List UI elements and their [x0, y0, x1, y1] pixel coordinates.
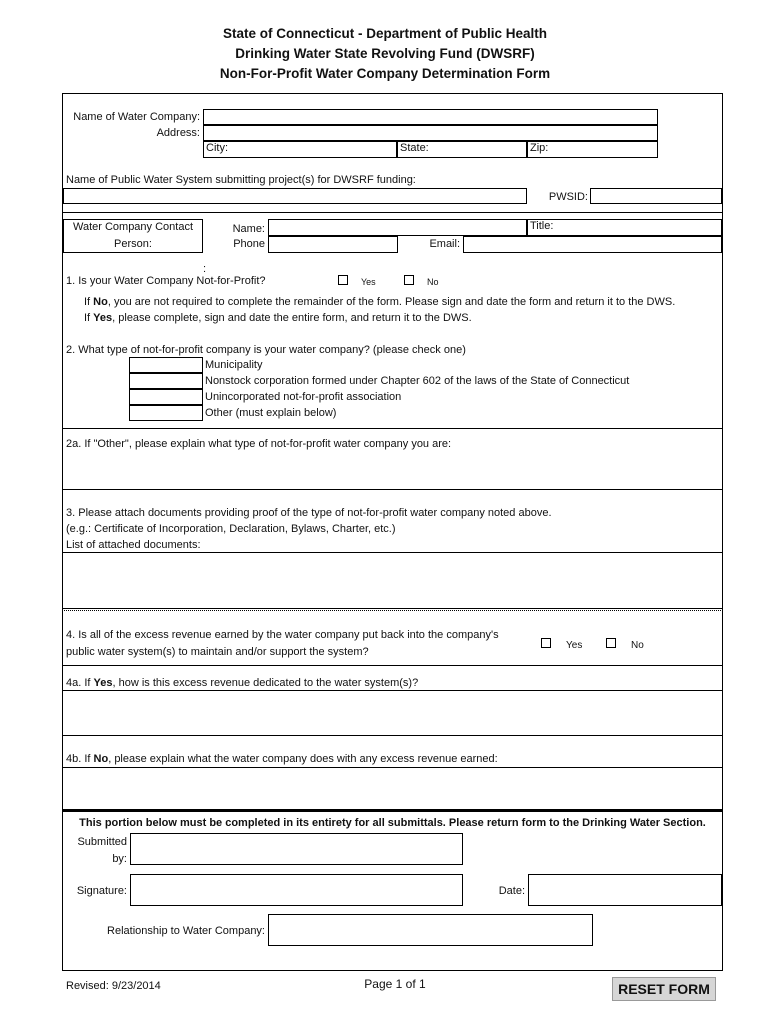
city-label: City: — [206, 142, 228, 154]
contact-name-field[interactable] — [268, 219, 527, 236]
q1-if-no-text — [84, 296, 675, 309]
q2-option-checkbox[interactable] — [129, 405, 203, 421]
q4-yes-checkbox[interactable] — [541, 638, 551, 648]
zip-label: Zip: — [530, 142, 549, 154]
q4a-question — [66, 677, 418, 690]
contact-phone-label: Phone — [233, 238, 265, 250]
form-title-line3: Non-For-Profit Water Company Determination Form — [219, 66, 551, 81]
q4b-rest: , please explain what the water company does with any excess revenue earned: — [108, 753, 498, 765]
q4-line1: 4. Is all of the excess revenue earned by the water company put back into the company's — [66, 629, 499, 641]
q3-documents-field[interactable] — [62, 552, 723, 609]
section-divider — [62, 809, 723, 812]
contact-label-line1: Water Company Contact — [72, 221, 194, 233]
divider — [62, 610, 723, 611]
q4-yes-label: Yes — [566, 640, 583, 651]
q4-no-label: No — [631, 640, 644, 651]
q1-question: 1. Is your Water Company Not-for-Profit? — [66, 275, 266, 287]
q1-if-yes-bold: Yes — [93, 312, 113, 324]
pwsid-field[interactable] — [590, 188, 722, 204]
city-field[interactable] — [203, 141, 397, 158]
contact-email-field[interactable] — [463, 236, 722, 253]
contact-label-line2: Person: — [114, 238, 152, 250]
q4a-rest: , how is this excess revenue dedicated to the water system(s)? — [112, 677, 419, 689]
q1-yes-checkbox[interactable] — [338, 275, 348, 285]
divider — [62, 212, 723, 213]
q3-line3: List of attached documents: — [66, 539, 201, 551]
reset-form-button[interactable]: RESET FORM — [612, 977, 716, 1001]
company-name-label: Name of Water Company: — [73, 111, 200, 123]
q1-no-label: No — [427, 277, 439, 287]
date-label: Date: — [498, 885, 525, 897]
divider — [62, 665, 723, 666]
submitted-by-line2: by: — [112, 853, 127, 865]
company-name-field[interactable] — [203, 109, 658, 125]
pws-name-field[interactable] — [63, 188, 527, 204]
q4b-answer-field[interactable] — [62, 767, 723, 810]
q1-no-checkbox[interactable] — [404, 275, 414, 285]
q2a-answer-field[interactable] — [62, 452, 723, 490]
signature-field[interactable] — [130, 874, 463, 906]
date-field[interactable] — [528, 874, 722, 906]
divider — [62, 428, 723, 429]
q1-if-no-prefix: If — [84, 296, 94, 308]
q2-option-label: Other (must explain below) — [205, 407, 337, 419]
state-field[interactable] — [397, 141, 527, 158]
form-title-line2: Drinking Water State Revolving Fund (DWSRF) — [235, 46, 535, 61]
relationship-label: Relationship to Water Company: — [107, 925, 265, 937]
q2-option-checkbox[interactable] — [129, 357, 203, 373]
q2-option-label: Municipality — [205, 359, 263, 371]
page-number: Page 1 of 1 — [364, 977, 426, 991]
submitted-by-field[interactable] — [130, 833, 463, 865]
q2-option-label: Nonstock corporation formed under Chapter 602 of the laws of the State of Connecticut — [205, 375, 630, 387]
q2-question: 2. What type of not-for-profit company is your water company? (please check one) — [66, 344, 466, 356]
q1-if-no-rest: , you are not required to complete the remainder of the form. Please sign and date the form and return it to the DWS. — [107, 296, 676, 308]
zip-field[interactable] — [527, 141, 658, 158]
q4a-answer-field[interactable] — [62, 690, 723, 736]
submit-notice: This portion below must be completed in its entirety for all submittals. Please return form to the Drinking Water Section. — [79, 817, 706, 829]
submitted-by-line1: Submitted — [77, 836, 127, 848]
contact-title-field[interactable] — [527, 219, 722, 236]
contact-name-label: Name: — [232, 223, 265, 235]
q4b-bold: No — [93, 753, 109, 765]
contact-email-label: Email: — [429, 238, 460, 250]
q3-line1: 3. Please attach documents providing proof of the type of not-for-profit water company noted above. — [66, 507, 552, 519]
q2a-question: 2a. If "Other", please explain what type of not-for-profit water company you are: — [66, 438, 452, 450]
q1-if-yes-text — [84, 312, 472, 325]
q2-option-checkbox[interactable] — [129, 389, 203, 405]
q4-line2: public water system(s) to maintain and/or support the system? — [66, 646, 369, 658]
q1-yes-label: Yes — [361, 277, 376, 287]
q1-if-no-bold: No — [93, 296, 108, 308]
form-title-line1: State of Connecticut - Department of Public Health — [222, 26, 548, 41]
address-field[interactable] — [203, 125, 658, 141]
q2-option-checkbox[interactable] — [129, 373, 203, 389]
contact-title-label: Title: — [530, 220, 554, 232]
relationship-field[interactable] — [268, 914, 593, 946]
q1-if-yes-rest: , please complete, sign and date the entire form, and return it to the DWS. — [112, 312, 472, 324]
state-label: State: — [400, 142, 429, 154]
q4a-bold: Yes — [93, 677, 113, 689]
q4a-prefix: 4a. If — [66, 677, 94, 689]
pwsid-label: PWSID: — [548, 191, 588, 203]
pws-label: Name of Public Water System submitting project(s) for DWSRF funding: — [66, 174, 416, 186]
revised-date: Revised: 9/23/2014 — [66, 980, 161, 992]
q4b-question — [66, 753, 498, 766]
contact-phone-field[interactable] — [268, 236, 398, 253]
address-label: Address: — [156, 127, 200, 139]
q4b-prefix: 4b. If — [66, 753, 94, 765]
q4-no-checkbox[interactable] — [606, 638, 616, 648]
q3-line2: (e.g.: Certificate of Incorporation, Declaration, Bylaws, Charter, etc.) — [66, 523, 396, 535]
q1-if-yes-prefix: If — [84, 312, 94, 324]
q2-option-label: Unincorporated not-for-profit association — [205, 391, 402, 403]
q1-mark: : — [203, 263, 207, 275]
signature-label: Signature: — [76, 885, 127, 897]
